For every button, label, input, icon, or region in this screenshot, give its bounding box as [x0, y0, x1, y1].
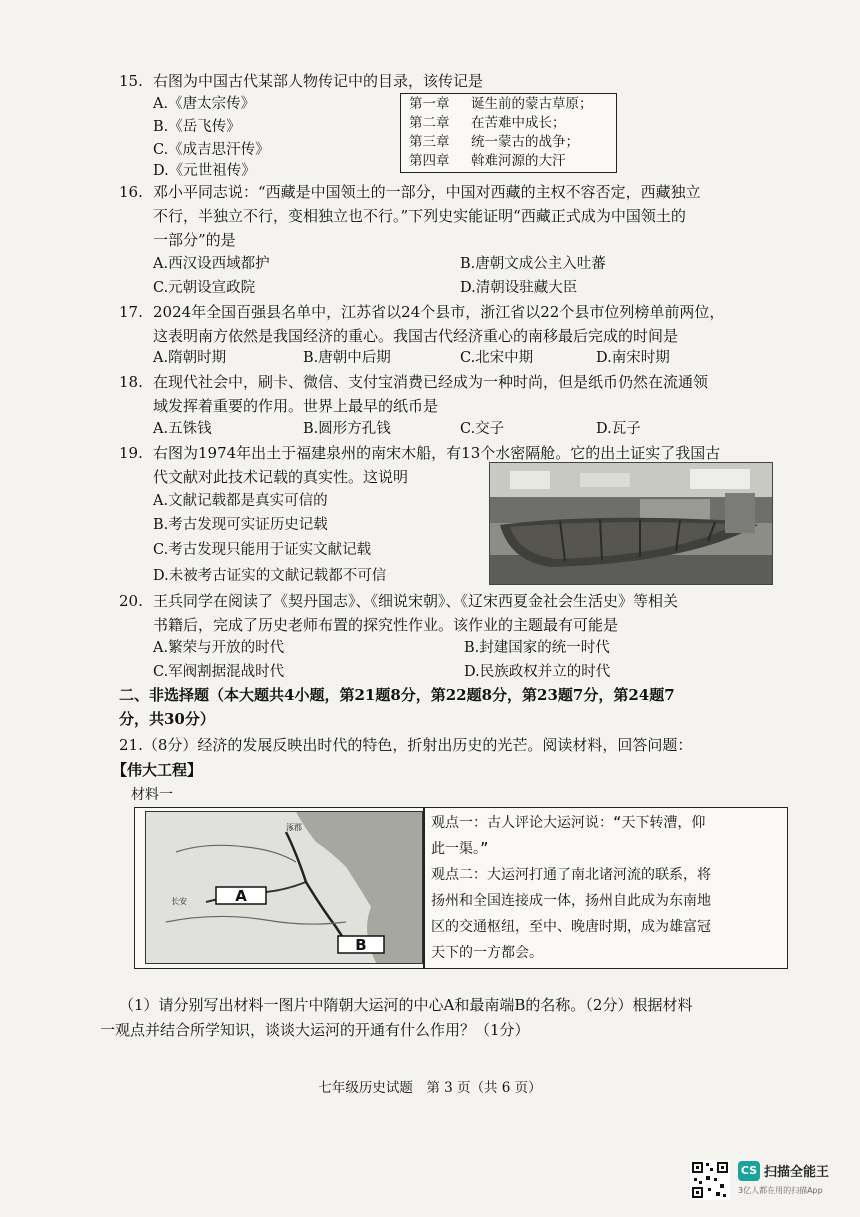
viewpoint-line: 观点一：古人评论大运河说：“天下转漕，仰 — [431, 815, 706, 831]
q20-number: 20. — [119, 592, 143, 610]
q18-stem-line1: 在现代社会中，刷卡、微信、支付宝消费已经成为一种时尚，但是纸币仍然在流通领 — [153, 373, 709, 391]
section2-heading-line2: 分，共30分） — [119, 710, 215, 728]
map-label-zhuojun: 涿郡 — [286, 823, 302, 832]
q18-number: 18. — [119, 373, 143, 391]
q21-sub1-line1: （1）请分别写出材料一图片中隋朝大运河的中心A和最南端B的名称。（2分）根据材料 — [119, 996, 693, 1014]
q15-option-c: C.《成吉思汗传》 — [153, 142, 270, 158]
toc-row: 第二章 在苦难中成长； — [409, 115, 566, 131]
q17-stem-line2: 这表明南方依然是我国经济的重心。我国古代经济重心的南移最后完成的时间是 — [153, 327, 679, 345]
q20-stem-line2: 书籍后，完成了历史老师布置的探究性作业。该作业的主题最有可能是 — [153, 616, 619, 634]
q19-number: 19. — [119, 444, 143, 462]
q17-option-c: C.北宋中期 — [460, 350, 534, 366]
q17-option-a: A.隋朝时期 — [153, 350, 227, 366]
q16-number: 16. — [119, 183, 143, 201]
q16-stem-line3: 一部分”的是 — [153, 231, 236, 249]
q20-stem-line1: 王兵同学在阅读了《契丹国志》、《细说宋朝》、《辽宋西夏金社会生活史》等相关 — [153, 592, 679, 610]
q15-table-of-contents — [400, 93, 617, 173]
q18-stem-line2: 域发挥着重要的作用。世界上最早的纸币是 — [153, 397, 439, 415]
material-one-label: 材料一 — [131, 787, 173, 803]
viewpoint-line: 观点二：大运河打通了南北诸河流的联系，将 — [431, 867, 711, 883]
q18-option-a: A.五铢钱 — [153, 421, 212, 437]
section2-heading-line1: 二、非选择题（本大题共4小题，第21题8分，第22题8分，第23题7分，第24题7 — [119, 686, 675, 704]
map-label-b: B — [355, 936, 367, 954]
q21-sub1-line2: 一观点并结合所学知识，谈谈大运河的开通有什么作用？（1分） — [100, 1021, 530, 1039]
viewpoint-line: 扬州和全国连接成一体，扬州自此成为东南地 — [431, 893, 711, 909]
scanner-tagline: 3亿人都在用的扫描App — [738, 1186, 823, 1195]
q19-option-d: D.未被考古证实的文献记载都不可信 — [153, 568, 387, 584]
q21-topic: 【伟大工程】 — [112, 761, 203, 779]
q15-option-d: D.《元世祖传》 — [153, 163, 256, 179]
q15-stem: 右图为中国古代某部人物传记中的目录，该传记是 — [153, 72, 484, 90]
toc-row: 第四章 斡难河源的大汗 — [409, 153, 566, 169]
q21-stem: 21.（8分）经济的发展反映出时代的特色，折射出历史的光芒。阅读材料，回答问题： — [119, 736, 693, 754]
material-divider — [423, 807, 425, 969]
viewpoint-line: 区的交通枢纽，至中、晚唐时期，成为雄富冠 — [431, 919, 711, 935]
q15-option-b: B.《岳飞传》 — [153, 119, 241, 135]
page-footer: 七年级历史试题 第 3 页（共 6 页） — [318, 1080, 542, 1096]
q17-option-b: B.唐朝中后期 — [303, 350, 391, 366]
grand-canal-map — [145, 811, 423, 964]
q18-option-b: B.圆形方孔钱 — [303, 421, 391, 437]
q16-stem-line1: 邓小平同志说：“西藏是中国领土的一部分，中国对西藏的主权不容否定，西藏独立 — [153, 183, 701, 201]
toc-row: 第一章 诞生前的蒙古草原； — [409, 96, 593, 112]
q16-option-b: B.唐朝文成公主入吐蕃 — [460, 256, 606, 272]
q19-stem-line2: 代文献对此技术记载的真实性。这说明 — [153, 468, 409, 486]
q15-option-a: A.《唐太宗传》 — [153, 96, 256, 112]
q20-option-c: C.军阀割据混战时代 — [153, 664, 285, 680]
q19-option-b: B.考古发现可实证历史记载 — [153, 517, 328, 533]
q16-option-c: C.元朝设宣政院 — [153, 280, 256, 296]
scanner-app-name: 扫描全能王 — [764, 1165, 830, 1180]
q16-stem-line2: 不行，半独立不行，变相独立也不行。”下列史实能证明“西藏正式成为中国领土的 — [153, 207, 686, 225]
scanner-logo: CS — [738, 1161, 760, 1181]
song-ship-photo — [489, 462, 773, 585]
q19-stem-line1: 右图为1974年出土于福建泉州的南宋木船，有13个水密隔舱。它的出土证实了我国古 — [153, 444, 721, 462]
q20-option-a: A.繁荣与开放的时代 — [153, 640, 285, 656]
q18-option-c: C.交子 — [460, 421, 505, 437]
q16-option-d: D.清朝设驻藏大臣 — [460, 280, 578, 296]
q15-number: 15. — [119, 72, 143, 90]
q16-option-a: A.西汉设西域都护 — [153, 256, 270, 272]
q18-option-d: D.瓦子 — [596, 421, 641, 437]
map-label-a: A — [235, 887, 247, 905]
q17-option-d: D.南宋时期 — [596, 350, 670, 366]
q20-option-d: D.民族政权并立的时代 — [464, 664, 611, 680]
q19-option-c: C.考古发现只能用于证实文献记载 — [153, 542, 372, 558]
q17-stem-line1: 2024年全国百强县名单中，江苏省以24个县市，浙江省以22个县市位列榜单前两位， — [153, 303, 725, 321]
viewpoint-line: 天下的一方都会。 — [431, 945, 543, 961]
q20-option-b: B.封建国家的统一时代 — [464, 640, 610, 656]
q19-option-a: A.文献记载都是真实可信的 — [153, 493, 328, 509]
viewpoint-line: 此一渠。” — [431, 841, 489, 857]
toc-row: 第三章 统一蒙古的战争； — [409, 134, 579, 150]
qr-code-icon — [690, 1160, 730, 1200]
q17-number: 17. — [119, 303, 143, 321]
map-label-changan: 长安 — [171, 897, 187, 906]
